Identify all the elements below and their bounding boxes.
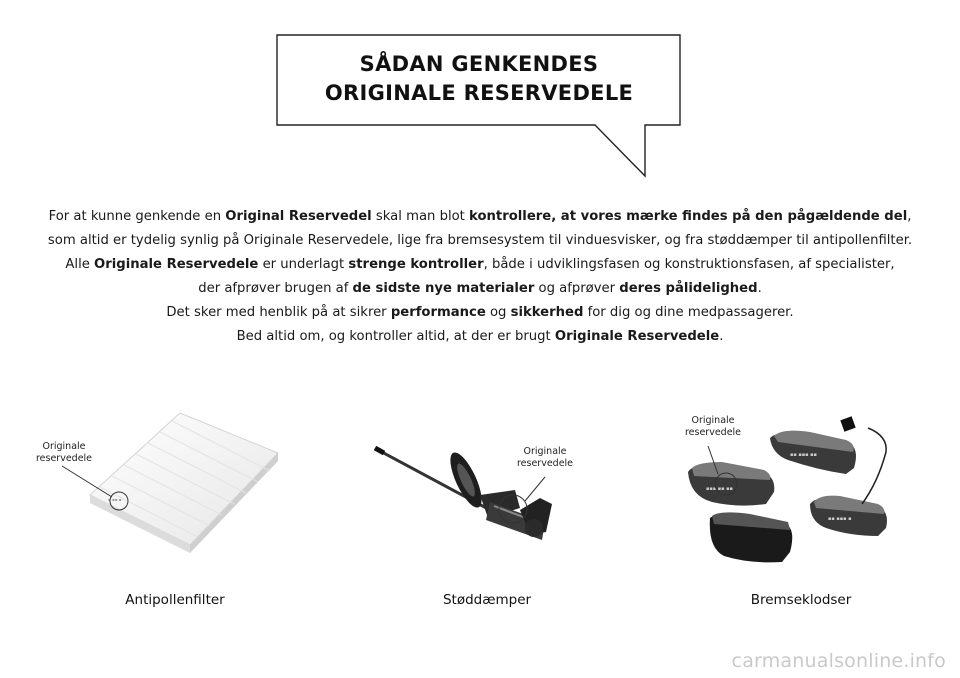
body-text: Alle <box>65 257 95 272</box>
caption-stoddaemper: Støddæmper <box>442 592 532 608</box>
body-text: der afprøver brugen af <box>198 281 353 296</box>
emphasis-text: strenge kontroller <box>348 257 484 272</box>
body-text: er underlagt <box>258 257 349 272</box>
emphasis-text: Original Reservedel <box>225 209 372 224</box>
body-text: skal man blot <box>371 209 470 224</box>
body-text: . <box>719 329 724 344</box>
emphasis-text: performance <box>390 305 486 320</box>
callout-original-parts-shock <box>512 446 578 470</box>
callout-line: Originale <box>691 415 735 426</box>
paragraph-line <box>20 325 940 349</box>
paragraph-line <box>20 205 940 229</box>
callout-line: reservedele <box>684 427 742 438</box>
callout-line: Originale <box>42 441 86 452</box>
callout-line: reservedele <box>35 453 93 464</box>
body-text: som altid er tydelig synlig på Originale Reservedele, lige fra bremsesystem til vinduesvisker, og fra støddæmper til antipollenfilter. <box>47 233 913 248</box>
caption-antipollenfilter: Antipollenfilter <box>125 592 225 608</box>
page-title <box>278 50 680 108</box>
body-text: og <box>485 305 511 320</box>
callout-original-parts-filter <box>30 441 98 465</box>
body-text: og afprøver <box>534 281 620 296</box>
paragraph-line <box>20 277 940 301</box>
paragraph-line <box>20 229 940 253</box>
body-text: Bed altid om, og kontroller altid, at der er brugt <box>236 329 555 344</box>
svg-text:▪▪▪ ▪▪ ▪▪: ▪▪▪ ▪▪ ▪▪ <box>706 486 733 492</box>
body-text: For at kunne genkende en <box>48 209 226 224</box>
paragraph-line <box>20 301 940 325</box>
callout-line: Originale <box>523 446 567 457</box>
body-text: . <box>757 281 762 296</box>
callout-original-parts-brake <box>680 415 746 439</box>
paragraph-line <box>20 253 940 277</box>
title-line-1: SÅDAN GENKENDES <box>359 52 599 76</box>
title-line-2: ORIGINALE RESERVEDELE <box>324 81 634 105</box>
svg-text:▪▪ ▪▪▪ ▪▪: ▪▪ ▪▪▪ ▪▪ <box>790 452 817 458</box>
emphasis-text: deres pålidelighed <box>619 281 758 296</box>
emphasis-text: kontrollere, at vores mærke findes på den pågældende del <box>469 209 908 224</box>
emphasis-text: sikkerhed <box>510 305 584 320</box>
body-text: , <box>907 209 912 224</box>
caption-bremseklodser: Bremseklodser <box>750 592 852 608</box>
emphasis-text: de sidste nye materialer <box>352 281 535 296</box>
emphasis-text: Originale Reservedele <box>554 329 720 344</box>
svg-text:▪ ▪▪ ▪: ▪ ▪▪ ▪ <box>108 497 122 502</box>
callout-line: reservedele <box>516 458 574 469</box>
body-text: Det sker med henblik på at sikrer <box>166 305 391 320</box>
svg-text:▪▪ ▪▪▪ ▪: ▪▪ ▪▪▪ ▪ <box>828 516 852 522</box>
intro-paragraph <box>20 205 940 349</box>
emphasis-text: Originale Reservedele <box>94 257 259 272</box>
body-text: , både i udviklingsfasen og konstruktionsfasen, af specialister, <box>483 257 895 272</box>
watermark-text: carmanualsonline.info <box>731 650 946 672</box>
body-text: for dig og dine medpassagerer. <box>583 305 794 320</box>
